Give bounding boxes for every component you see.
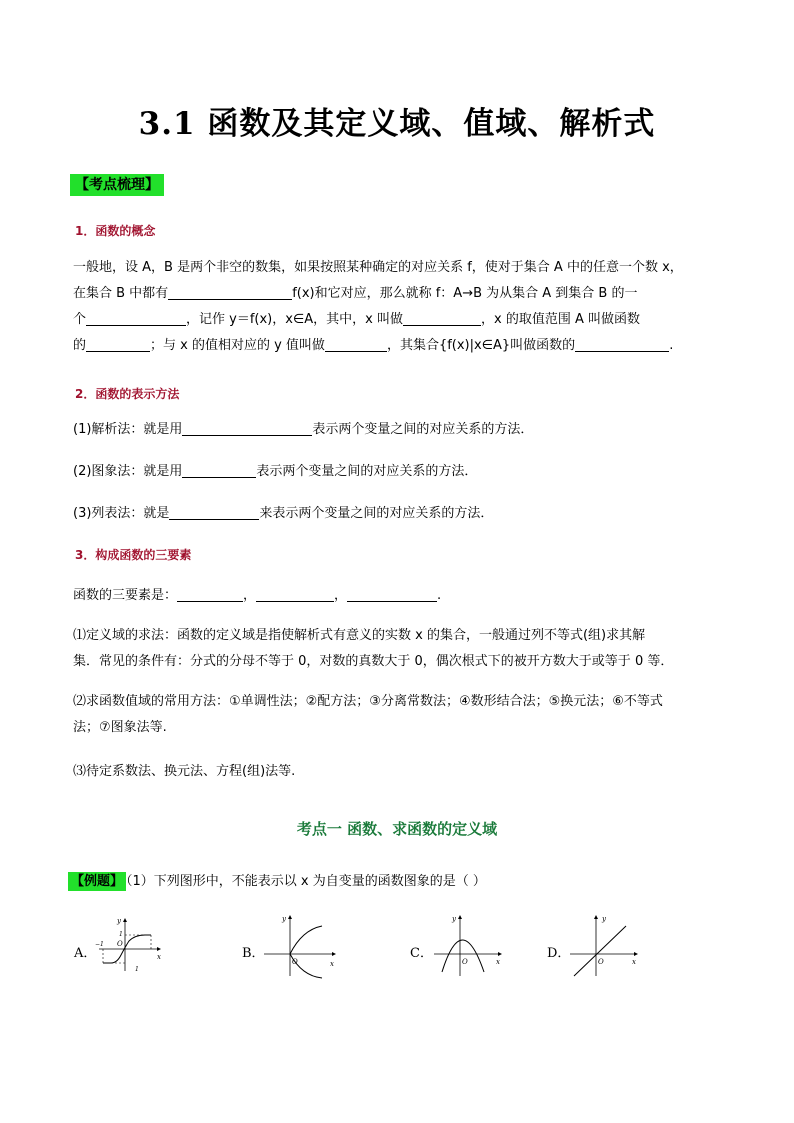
paragraph-function-concept xyxy=(73,258,733,356)
d-y-arrow xyxy=(594,915,598,919)
option-a-label[interactable]: A． xyxy=(74,946,97,961)
method-2-b: 表示两个变量之间的对应关系的方法． xyxy=(256,464,478,479)
option-a-graph[interactable] xyxy=(95,915,165,975)
note-2-line-1: ⑵求函数值域的常用方法：①单调性法；②配方法；③分离常数法；④数形结合法；⑤换元法；⑥不等式 xyxy=(73,694,663,709)
note-2 xyxy=(73,692,733,738)
p1-line-4 xyxy=(73,336,733,356)
c-y-label: y xyxy=(452,915,456,923)
three-elements xyxy=(73,586,441,606)
d-y-label: y xyxy=(602,915,606,923)
a-x-label: x xyxy=(157,953,161,961)
method-2 xyxy=(73,462,477,482)
method-2-a: (2)图象法：就是用 xyxy=(73,464,183,479)
b-curve xyxy=(290,926,322,978)
p1-line-4-d: . xyxy=(669,338,674,353)
c-curve xyxy=(442,940,484,972)
p1-line-3-c: ，x 的取值范围 A 叫做函数 xyxy=(481,312,640,327)
d-x-arrow xyxy=(634,952,638,956)
b-y-label: y xyxy=(282,915,286,923)
c-x-arrow xyxy=(498,952,502,956)
option-b-graph[interactable] xyxy=(262,912,342,980)
a-y-label: y xyxy=(117,917,121,925)
three-sep-2: ， xyxy=(334,588,348,603)
page-title: 3.1 函数及其定义域、值域、解析式 xyxy=(138,106,656,142)
method-1-b: 表示两个变量之间的对应关系的方法． xyxy=(312,422,534,437)
blank-7[interactable] xyxy=(182,421,312,436)
blank-3[interactable] xyxy=(403,311,481,326)
p1-line-2-a: 在集合 B 中都有 xyxy=(73,286,169,301)
section-heading-1: 1．函数的概念 xyxy=(75,224,156,238)
b-y-arrow xyxy=(288,915,292,919)
question-1-text: （1）下列图形中，不能表示以 x 为自变量的函数图象的是（ ） xyxy=(126,874,486,889)
blank-8[interactable] xyxy=(182,463,256,478)
example-question xyxy=(68,872,486,892)
note-1-line-1: ⑴定义域的求法：函数的定义域是指使解析式有意义的实数 x 的集合，一般通过列不等式(组)求其解 xyxy=(73,628,646,643)
b-x-label: x xyxy=(330,960,334,968)
p1-line-3 xyxy=(73,310,733,330)
a-origin-label: O xyxy=(117,940,123,948)
tag-liti-label: 【例题】 xyxy=(68,872,126,891)
a-y-arrow xyxy=(123,918,127,922)
three-elements-label: 函数的三要素是： xyxy=(73,588,178,603)
section-tag-kaodian xyxy=(70,174,164,194)
blank-5[interactable] xyxy=(325,337,387,352)
p1-line-3-a: 个 xyxy=(73,312,87,327)
blank-11[interactable] xyxy=(256,587,334,602)
blank-1[interactable] xyxy=(168,285,292,300)
a-one-x-label: 1 xyxy=(135,966,139,973)
a-neg1-label: −1 xyxy=(95,941,104,948)
p1-line-2-b: f(x)和它对应，那么就称 f：A→B 为从集合 A 到集合 B 的一 xyxy=(292,286,638,301)
method-3 xyxy=(73,504,493,524)
note-1-line-2: 集．常见的条件有：分式的分母不等于 0，对数的真数大于 0，偶次根式下的被开方数大于或等于 0 等． xyxy=(73,654,674,669)
option-d-label[interactable]: D． xyxy=(547,946,571,961)
note-2-line-2: 法；⑦图象法等. xyxy=(73,720,167,735)
b-x-arrow xyxy=(332,952,336,956)
d-x-label: x xyxy=(632,958,636,966)
p1-line-4-c: ，其集合{f(x)|x∈A}叫做函数的 xyxy=(386,338,576,353)
b-origin-label: O xyxy=(292,958,298,966)
method-1-a: (1)解析法：就是用 xyxy=(73,422,183,437)
blank-4[interactable] xyxy=(86,337,150,352)
a-x-arrow xyxy=(157,947,161,951)
d-origin-label: O xyxy=(598,958,604,966)
blank-12[interactable] xyxy=(347,587,437,602)
method-1 xyxy=(73,420,533,440)
blank-2[interactable] xyxy=(86,311,186,326)
blank-9[interactable] xyxy=(169,505,259,520)
p1-line-4-a: 的 xyxy=(73,338,87,353)
tag-kaodian-label: 【考点梳理】 xyxy=(70,174,164,196)
c-origin-label: O xyxy=(462,958,468,966)
p1-line-4-b: ；与 x 的值相对应的 y 值叫做 xyxy=(150,338,325,353)
option-c-graph[interactable] xyxy=(432,912,512,980)
option-b-label[interactable]: B． xyxy=(242,946,265,961)
three-sep-1: ， xyxy=(243,588,257,603)
blank-10[interactable] xyxy=(177,587,243,602)
option-c-label[interactable]: C． xyxy=(410,946,433,961)
blank-6[interactable] xyxy=(575,337,669,352)
p1-line-2 xyxy=(73,284,733,304)
d-line xyxy=(574,926,626,976)
kaodian-1-heading: 考点一 函数、求函数的定义域 xyxy=(296,820,498,838)
c-x-label: x xyxy=(496,958,500,966)
option-d-graph[interactable] xyxy=(568,912,648,980)
p1-line-3-b: ，记作 y＝f(x)，x∈A，其中，x 叫做 xyxy=(186,312,403,327)
a-one-y-label: 1 xyxy=(119,931,123,938)
c-y-arrow xyxy=(458,915,462,919)
method-3-a: (3)列表法：就是 xyxy=(73,506,170,521)
three-end: . xyxy=(437,588,442,603)
p1-line-1: 一般地，设 A，B 是两个非空的数集，如果按照某种确定的对应关系 f，使对于集合 A 中的任意一个数 x， xyxy=(73,260,683,275)
section-heading-3: 3．构成函数的三要素 xyxy=(75,548,192,562)
note-3: ⑶待定系数法、换元法、方程(组)法等. xyxy=(73,764,296,779)
section-heading-2: 2．函数的表示方法 xyxy=(75,387,180,401)
method-3-b: 来表示两个变量之间的对应关系的方法． xyxy=(259,506,494,521)
note-1 xyxy=(73,626,733,672)
